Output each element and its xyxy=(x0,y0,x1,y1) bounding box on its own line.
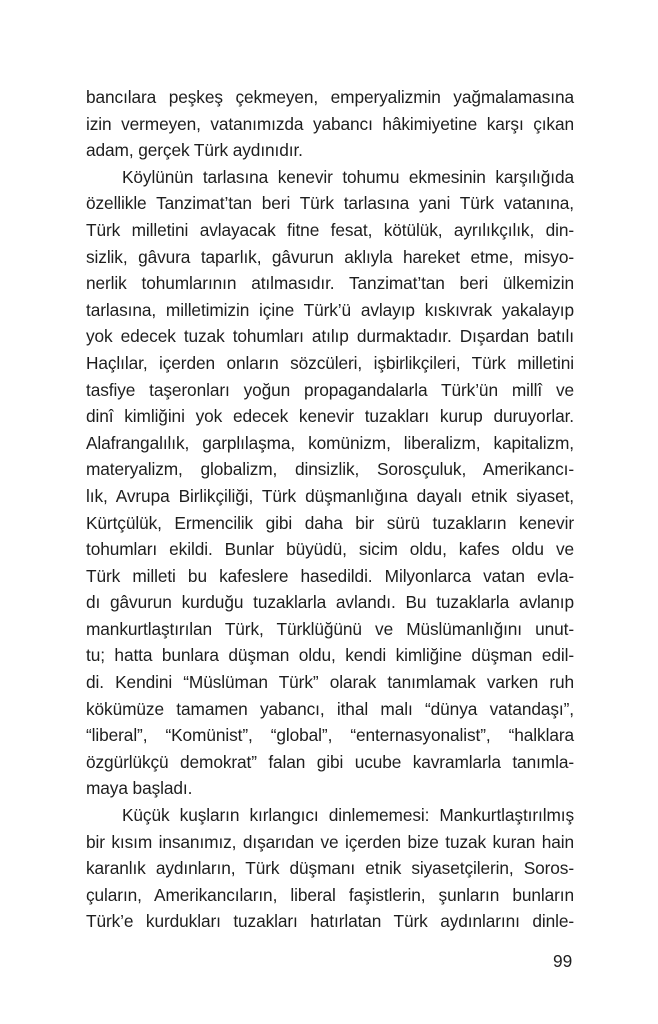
text-line: Türk milleti bu kafeslere hasedildi. Milyonlarca vatan evla- xyxy=(86,565,574,586)
page-body xyxy=(86,84,574,935)
text-line: özellikle Tanzimat’tan beri Türk tarlasına yani Türk vatanına, xyxy=(86,193,574,214)
text-line: tu; hatta bunlara düşman oldu, kendi kimliğine düşman edil- xyxy=(86,645,574,666)
paragraph xyxy=(86,84,574,164)
text-line: tasfiye taşeronları yoğun propagandalarla Türk’ün millî ve xyxy=(86,379,574,400)
text-line: karanlık aydınların, Türk düşmanı etnik siyasetçilerin, Soros- xyxy=(86,858,574,879)
text-line: Köylünün tarlasına kenevir tohumu ekmesinin karşılığıda xyxy=(122,166,574,187)
text-line: izin vermeyen, vatanımızda yabancı hâkimiyetine karşı çıkan xyxy=(86,113,574,134)
text-line: tarlasına, milletimizin içine Türk’ü avlayıp kıskıvrak yakalayıp xyxy=(86,299,574,320)
text-line: tohumları ekildi. Bunlar büyüdü, sicim oldu, kafes oldu ve xyxy=(86,539,574,560)
text-line: Türk’e kurdukları tuzakları hatırlatan Türk aydınlarını dinle- xyxy=(86,911,574,932)
text-line: Haçlılar, içerden onların sözcüleri, işbirlikçileri, Türk milletini xyxy=(86,352,574,373)
text-line: materyalizm, globalizm, dinsizlik, Sorosçuluk, Amerikancı- xyxy=(86,459,574,480)
text-line: yok edecek tuzak tohumları atılıp durmaktadır. Dışardan batılı xyxy=(86,326,574,347)
text-line: özgürlükçü demokrat” falan gibi ucube kavramlarla tanımla- xyxy=(86,751,574,772)
text-line: çuların, Amerikancıların, liberal faşistlerin, şunların bunların xyxy=(86,884,574,905)
text-line: kökümüze tamamen yabancı, ithal malı “dünya vatandaşı”, xyxy=(86,698,574,719)
text-line: Küçük kuşların kırlangıcı dinlememesi: Mankurtlaştırılmış xyxy=(122,805,574,826)
text-line: di. Kendini “Müslüman Türk” olarak tanımlamak varken ruh xyxy=(86,672,574,693)
text-line: dinî kimliğini yok edecek kenevir tuzakları kurup duruyorlar. xyxy=(86,406,574,427)
page-number: 99 xyxy=(553,951,573,971)
text-line: sizlik, gâvura taparlık, gâvurun aklıyla hareket etme, misyo- xyxy=(86,246,574,267)
text-line: Kürtçülük, Ermencilik gibi daha bir sürü tuzakların kenevir xyxy=(86,512,574,533)
text-line: mankurtlaştırılan Türk, Türklüğünü ve Müslümanlığını unut- xyxy=(86,618,574,639)
text-line: adam, gerçek Türk aydınıdır. xyxy=(86,140,303,161)
text-line: maya başladı. xyxy=(86,778,193,799)
text-line: dı gâvurun kurduğu tuzaklarla avlandı. Bu tuzaklarla avlanıp xyxy=(86,592,574,613)
paragraph xyxy=(86,164,574,802)
text-line: Alafrangalılık, garplılaşma, komünizm, liberalizm, kapitalizm, xyxy=(86,432,574,453)
text-line: “liberal”, “Komünist”, “global”, “enternasyonalist”, “halklara xyxy=(86,725,574,746)
text-line: bir kısım insanımız, dışarıdan ve içerden bize tuzak kuran hain xyxy=(86,831,574,852)
paragraph xyxy=(86,802,574,935)
text-line: nerlik tohumlarının atılmasıdır. Tanzimat’tan beri ülkemizin xyxy=(86,273,574,294)
text-line: lık, Avrupa Birlikçiliği, Türk düşmanlığına dayalı etnik siyaset, xyxy=(86,485,574,506)
text-line: bancılara peşkeş çekmeyen, emperyalizmin yağmalamasına xyxy=(86,87,574,107)
text-line: Türk milletini avlayacak fitne fesat, kötülük, ayrılıkçılık, din- xyxy=(86,219,574,240)
